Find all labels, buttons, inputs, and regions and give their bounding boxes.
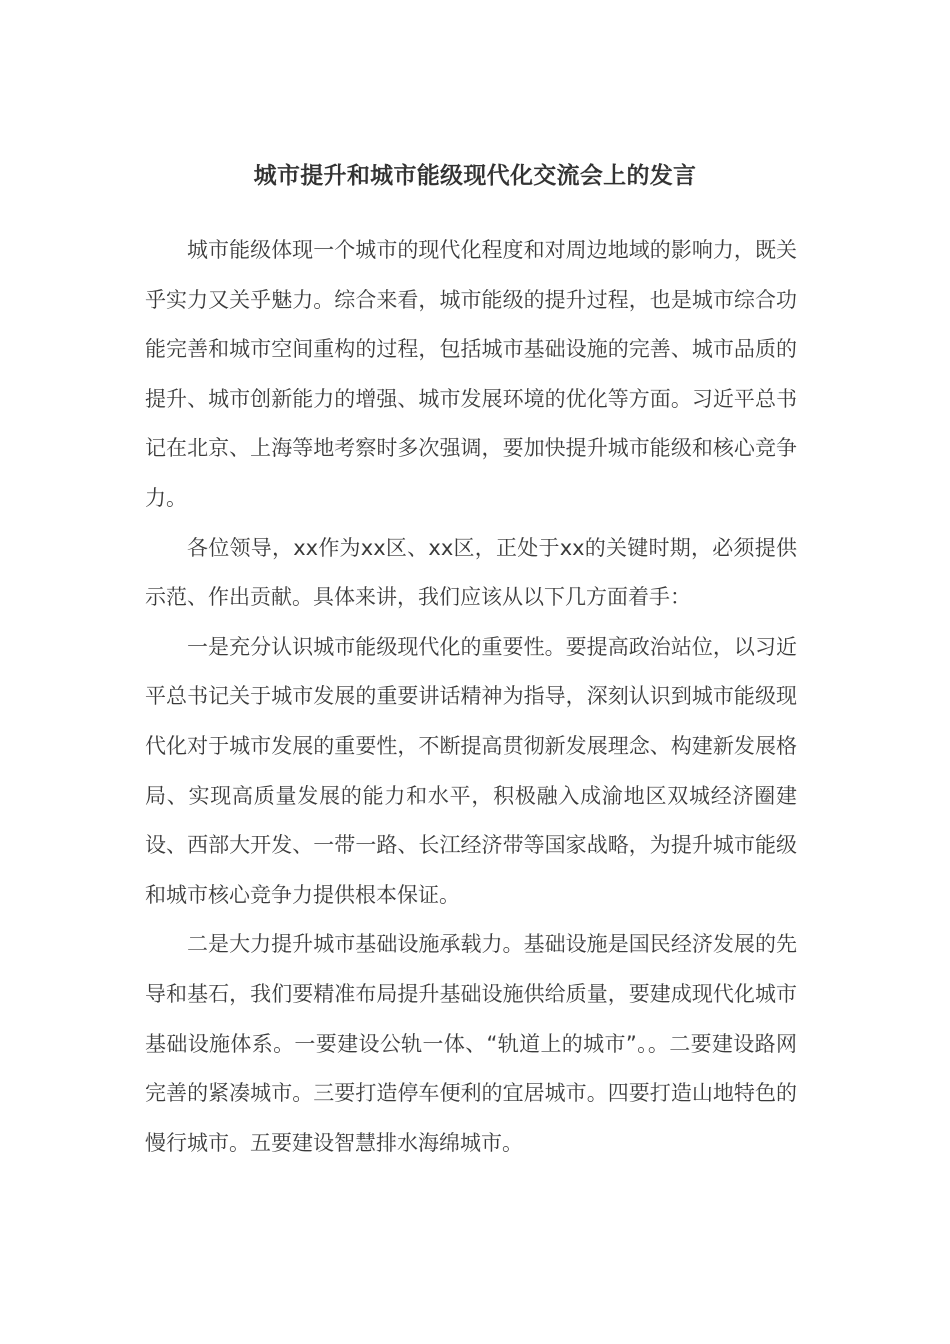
paragraph-point-two: 二是大力提升城市基础设施承载力。基础设施是国民经济发展的先导和基石，我们要精准布局提升基础设施供给质量，要建成现代化城市基础设施体系。一要建设公轨一体、“轨道上的城市”。。二要建设路网完善的紧凑城市。三要打造停车便利的宜居城市。四要打造山地特色的慢行城市。五要建设智慧排水海绵城市。 bbox=[145, 932, 797, 1155]
document-title: 城市提升和城市能级现代化交流会上的发言 bbox=[253, 163, 697, 189]
paragraph-leaders: 各位领导，xx作为xx区、xx区，正处于xx的关键时期，必须提供示范、作出贡献。具体来讲，我们应该从以下几方面着手： bbox=[145, 535, 797, 610]
document-body bbox=[145, 226, 797, 1168]
paragraph-intro: 城市能级体现一个城市的现代化程度和对周边地域的影响力，既关乎实力又关乎魅力。综合来看，城市能级的提升过程，也是城市综合功能完善和城市空间重构的过程，包括城市基础设施的完善、城市品质的提升、城市创新能力的增强、城市发展环境的优化等方面。习近平总书记在北京、上海等地考察时多次强调，要加快提升城市能级和核心竞争力。 bbox=[145, 238, 797, 510]
paragraph-point-one: 一是充分认识城市能级现代化的重要性。要提高政治站位，以习近平总书记关于城市发展的重要讲话精神为指导，深刻认识到城市能级现代化对于城市发展的重要性，不断提高贯彻新发展理念、构建新发展格局、实现高质量发展的能力和水平，积极融入成渝地区双城经济圈建设、西部大开发、一带一路、长江经济带等国家战略，为提升城市能级和城市核心竞争力提供根本保证。 bbox=[145, 634, 797, 907]
